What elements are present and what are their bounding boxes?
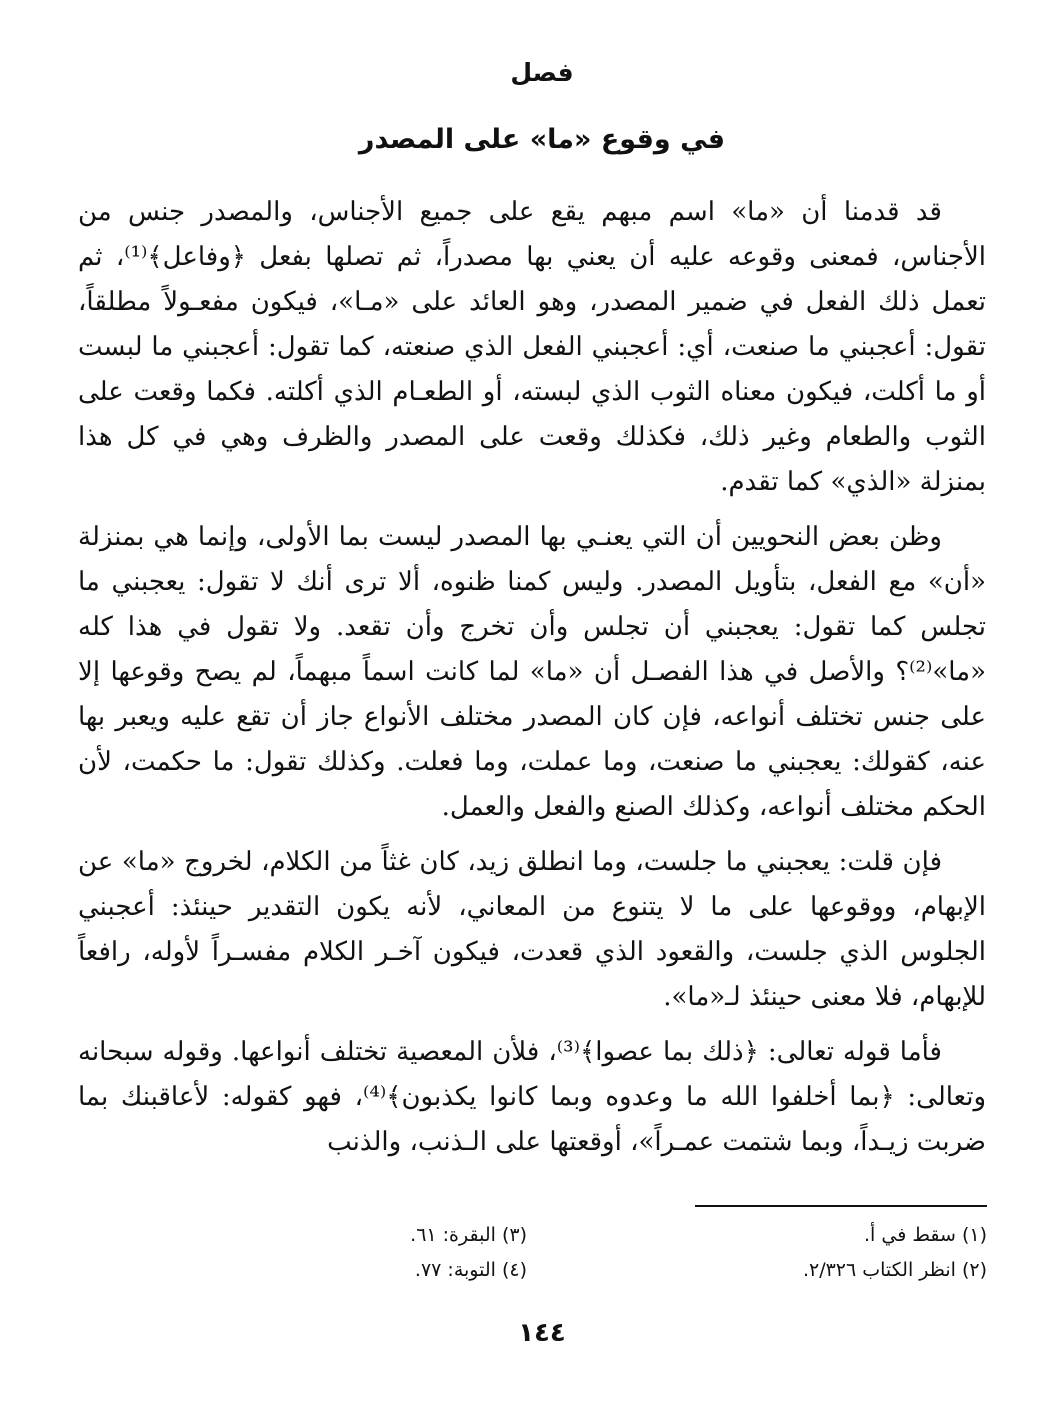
section-title: في وقوع «ما» على المصدر — [358, 124, 726, 155]
footnote-2: (٢) انظر الكتاب ٢/٣٢٦. — [802, 1259, 987, 1281]
paragraph-1: قد قدمنا أن «ما» اسم مبهم يقع على جميع الأجناس، والمصدر جنس من الأجناس، فمعنى وقوعه عليه أن يعني بها مصدراً، ثم تصلها بفعل ﴿وفاعل﴾⁽¹⁾، ثم تعمل ذلك الفعل في ضمير المصدر، وهو العائد على «مـا»، فيكون مفعـولاً مطلقاً، تقول: أعجبني ما صنعت، أي: أعجبني الفعل الذي صنعته، كما تقول: أعجبني ما لبست أو ما أكلت، فيكون معناه الثوب الذي لبسته، أو الطعـام الذي أكلته. فكما وقعت على الثوب والطعام وغير ذلك، فكذلك وقعت على المصدر والظرف وهي في كل هذا بمنزلة «الذي» كما تقدم. — [78, 197, 986, 497]
footnotes — [0, 1218, 1039, 1298]
paragraph-4: فأما قوله تعالى: ﴿ذلك بما عصوا﴾⁽³⁾، فلأن المعصية تختلف أنواعها. وقوله سبحانه وتعالى: ﴿بما أخلفوا الله ما وعدوه وبما كانوا يكذبون﴾⁽⁴⁾، فهو كقوله: لأعاقبنك بما ضربت زيـداً، وبما شتمت عمـراً»، أوقعتها على الـذنب، والذنب — [78, 1037, 987, 1157]
section-heading: فصل — [510, 58, 574, 87]
body-text — [78, 190, 986, 1165]
paragraph-2: وظن بعض النحويين أن التي يعنـي بها المصدر ليست بما الأولى، وإنما هي بمنزلة «أن» مع الفعل، بتأويل المصدر. وليس كمنا ظنوه، ألا ترى أنك لا تقول: يعجبني ما تجلس كما تقول: يعجبني أن تجلس وأن تخرج وأن تقعد. ولا تقول في هذا كله «ما»⁽²⁾؟ والأصل في هذا الفصـل أن «ما» لما كانت اسماً مبهماً، لم يصح وقوعها إلا على جنس تختلف أنواعه، فإن كان المصدر مختلف الأنواع جاز أن تقع عليه ويعبر بها عنه، كقولك: يعجبني ما صنعت، وما عملت، وما فعلت. وكذلك تقول: ما حكمت، لأن الحكم مختلف أنواعه، وكذلك الصنع والفعل والعمل. — [78, 522, 986, 822]
page-number: ١٤٤ — [518, 1318, 566, 1348]
footnote-divider — [695, 1205, 987, 1207]
paragraph-3: فإن قلت: يعجبني ما جلست، وما انطلق زيد، كان غثاً من الكلام، لخروج «ما» عن الإبهام، ووقوعها على ما لا يتنوع من المعاني، لأنه يكون التقدير حينئذ: أعجبني الجلوس الذي جلست، والقعود الذي قعدت، فيكون آخـر الكلام مفسـراً لأوله، رافعاً للإبهام، فلا معنى حينئذ لـ«ما». — [78, 847, 986, 1012]
footnote-3: (٣) البقرة: ٦١. — [410, 1224, 527, 1246]
footnote-4: (٤) التوبة: ٧٧. — [414, 1259, 527, 1281]
footnotes-column-right — [803, 1218, 987, 1288]
footnote-1: (١) سقط في أ. — [864, 1224, 987, 1246]
footnotes-column-left — [410, 1218, 527, 1288]
